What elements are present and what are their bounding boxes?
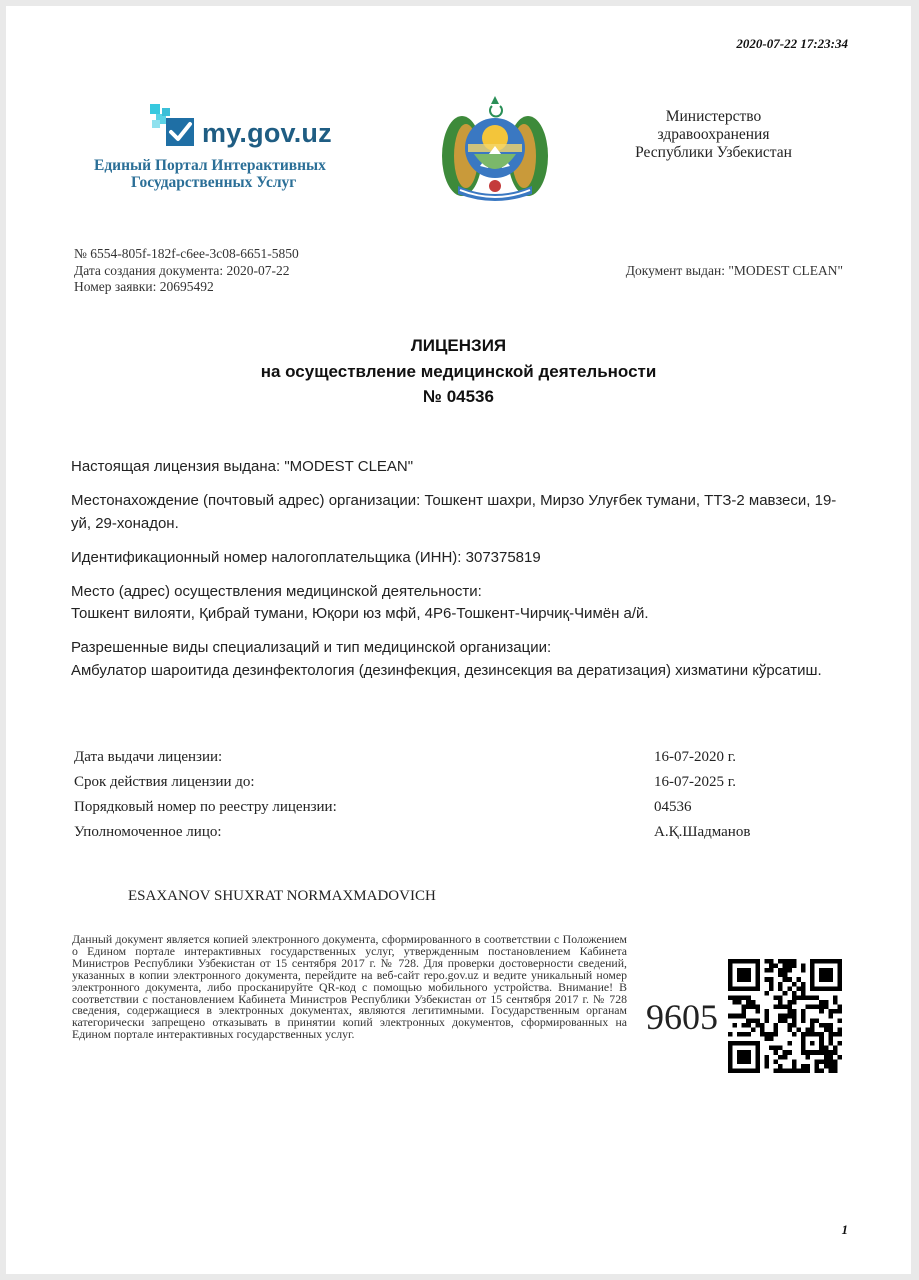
ministry-line1: Министерство bbox=[665, 108, 762, 125]
specialization-paragraph bbox=[71, 637, 846, 682]
portal-subtitle-line2: Государственных Услуг bbox=[131, 174, 297, 191]
info-label: Дата выдачи лицензии: bbox=[74, 749, 223, 765]
info-row bbox=[74, 749, 774, 774]
activity-location-paragraph bbox=[71, 581, 846, 626]
info-label: Уполномоченное лицо: bbox=[74, 824, 222, 840]
request-number: Номер заявки: 20695492 bbox=[74, 279, 214, 294]
ministry-line3: Республики Узбекистан bbox=[635, 144, 792, 161]
info-label: Порядковый номер по реестру лицензии: bbox=[74, 799, 337, 815]
signer-name: ESAXANOV SHUXRAT NORMAXMADOVICH bbox=[128, 888, 436, 904]
timestamp: 2020-07-22 17:23:34 bbox=[736, 36, 848, 51]
info-row bbox=[74, 799, 774, 824]
issued-to-paragraph: Настоящая лицензия выдана: "MODEST CLEAN" bbox=[71, 458, 414, 475]
document-page bbox=[6, 6, 911, 1274]
specialization-value: Амбулатор шароитида дезинфектология (дезинфекция, дезинсекция ва дератизация) хизматини кўрсатиш. bbox=[71, 661, 822, 679]
portal-name: my.gov.uz bbox=[202, 118, 332, 148]
info-value: 04536 bbox=[654, 799, 692, 815]
disclaimer-text: Данный документ является копией электронного документа, сформированного в соответствии с Положением о Едином портале интерактивных государственных услуг, утвержденным постановлением Кабинета Министров Республики Узбекистан от 15 сентября 2017 г. № 728. Для проверки достоверности сведений, указанных в копии электронного документа, перейдите на веб-сайт repo.gov.uz и ведите уникальный номер электронного документа, либо просканируйте QR-код с помощью мобильного устройства. Внимание! В соответствии с постановлением Кабинета Министров Республики Узбекистан от 15 сентября 2017 г. № 728 сведения, содержащиеся в электронных документах, являются легитимными. Государственным органам категорически запрещено отказывать в принятии копий электронных документов, сформированных на Едином портале интерактивных государственных услуг. bbox=[72, 932, 627, 1042]
info-label: Срок действия лицензии до: bbox=[74, 774, 255, 790]
qr-code-icon bbox=[728, 959, 842, 1073]
info-row bbox=[74, 774, 774, 799]
checkmark-logo-icon bbox=[148, 102, 200, 150]
info-value: А.Қ.Шадманов bbox=[654, 824, 751, 840]
document-issued-to: Документ выдан: "MODEST CLEAN" bbox=[625, 263, 843, 278]
activity-location-value: Тошкент вилояти, Қибрай тумани, Юқори юз мфй, 4Р6-Тошкент-Чирчиқ-Чимён а/й. bbox=[71, 605, 649, 622]
portal-logo bbox=[94, 102, 394, 192]
document-number: № 6554-805f-182f-c6ee-3c08-6651-5850 bbox=[74, 246, 299, 261]
license-body bbox=[71, 456, 846, 694]
activity-location-label: Место (адрес) осуществления медицинской деятельности: bbox=[71, 582, 482, 600]
state-emblem-icon bbox=[438, 94, 552, 206]
ministry-name bbox=[606, 108, 821, 162]
license-info-table bbox=[74, 749, 774, 849]
license-number: № 04536 bbox=[423, 387, 494, 406]
info-row bbox=[74, 824, 774, 849]
license-subtitle: на осуществление медицинской деятельности bbox=[260, 362, 657, 381]
portal-subtitle-line1: Единый Портал Интерактивных bbox=[94, 157, 326, 174]
info-value: 16-07-2025 г. bbox=[654, 774, 736, 790]
page-number: 1 bbox=[841, 1222, 848, 1237]
document-meta bbox=[74, 246, 299, 296]
tax-id-paragraph: Идентификационный номер налогоплательщика (ИНН): 307375819 bbox=[71, 548, 541, 566]
ministry-line2: здравоохранения bbox=[657, 126, 770, 143]
info-value: 16-07-2020 г. bbox=[654, 749, 736, 765]
address-paragraph: Местонахождение (почтовый адрес) организации: Тошкент шахри, Мирзо Улуғбек тумани, ТТЗ-2 мавзеси, 19-уй, 29-хонадон. bbox=[71, 492, 837, 532]
license-title: ЛИЦЕНЗИЯ bbox=[410, 336, 507, 355]
creation-date: Дата создания документа: 2020-07-22 bbox=[74, 262, 290, 278]
verification-code: 9605 bbox=[646, 997, 718, 1037]
specialization-label: Разрешенные виды специализаций и тип медицинской организации: bbox=[71, 639, 552, 656]
